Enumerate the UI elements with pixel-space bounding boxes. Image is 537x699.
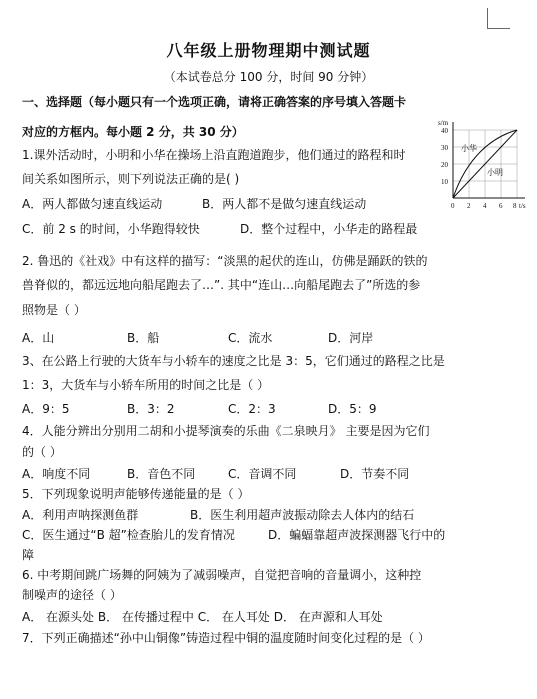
q4-option-c: C．音调不同 <box>228 467 297 481</box>
exam-title: 八年级上册物理期中测试题 <box>166 41 371 60</box>
exam-subtitle: （本试卷总分 100 分，时间 90 分钟） <box>163 70 374 84</box>
q2-option-a: A．山 <box>22 331 55 345</box>
q6-line2: 制噪声的途径（ ） <box>22 588 122 602</box>
q4-option-a: A．响度不同 <box>22 467 91 481</box>
x-axis-label: t/s <box>519 202 526 209</box>
q1-option-b: B．两人都不是做匀速直线运动 <box>202 197 367 211</box>
x-tick-2: 2 <box>467 202 471 209</box>
q6-line1: 6. 中考期间跳广场舞的阿姨为了减弱噪声，自觉把音响的音量调小，这种控 <box>22 568 422 582</box>
y-tick-10: 10 <box>441 178 448 186</box>
q3-line1: 3、在公路上行驶的大货车与小轿车的速度之比是 3：5，它们通过的路程之比是 <box>22 354 445 368</box>
q2-line3: 照物是（ ） <box>22 303 86 317</box>
q3-option-a: A．9：5 <box>22 402 70 416</box>
q1-line1: 1.课外活动时，小明和小华在操场上沿直跑道跑步，他们通过的路程和时 <box>22 148 406 162</box>
q6-options: A． 在源头处 B． 在传播过程中 C． 在人耳处 D． 在声源和人耳处 <box>22 610 383 624</box>
page-corner-mark <box>487 8 510 29</box>
q2-option-d: D．河岸 <box>328 331 374 345</box>
q1-option-c: C．前 2 s 的时间，小华跑得较快 <box>22 222 200 236</box>
q2-option-c: C．流水 <box>228 331 273 345</box>
x-tick-6: 6 <box>499 202 503 209</box>
q1-option-a: A．两人都做匀速直线运动 <box>22 197 163 211</box>
q5-option-b: B．医生利用超声波振动除去人体内的结石 <box>190 508 415 522</box>
q4-line2: 的（ ） <box>22 445 62 459</box>
x-tick-4: 4 <box>483 202 487 209</box>
q3-option-b: B．3：2 <box>127 402 175 416</box>
q5-option-d-continued: 障 <box>22 548 35 562</box>
y-axis-label: s/m <box>438 119 449 127</box>
q2-line1: 2. 鲁迅的《社戏》中有这样的描写：“淡黑的起伏的连山，仿佛是踊跃的铁的 <box>22 254 428 268</box>
q5-option-a: A．利用声呐探测鱼群 <box>22 508 139 522</box>
q1-distance-time-figure <box>437 117 531 209</box>
section-heading-line2: 对应的方框内。每小题 2 分，共 30 分） <box>22 125 244 139</box>
q1-line2: 间关系如图所示，则下列说法正确的是( ) <box>22 172 240 186</box>
xiaohua-label: 小华 <box>461 144 477 153</box>
q3-line2: 1：3，大货车与小轿车所用的时间之比是（ ） <box>22 378 270 392</box>
q2-line2: 兽脊似的，都远远地向船尾跑去了…”. 其中“连山…向船尾跑去了”所选的参 <box>22 278 421 292</box>
q7-line1: 7．下列正确描述“孙中山铜像”铸造过程中铜的温度随时间变化过程的是（ ） <box>22 631 430 645</box>
q2-option-b: B．船 <box>127 331 160 345</box>
q5-option-c: C．医生通过“B 超”检查胎儿的发育情况 <box>22 528 235 542</box>
xiaoming-label: 小明 <box>487 168 503 177</box>
q5-line1: 5．下列现象说明声能够传递能量的是（ ） <box>22 487 250 501</box>
q5-option-d: D．蝙蝠靠超声波探测器飞行中的 <box>268 528 446 542</box>
q4-line1: 4．人能分辨出分别用二胡和小提琴演奏的乐曲《二泉映月》 主要是因为它们 <box>22 424 430 438</box>
q3-option-c: C．2：3 <box>228 402 276 416</box>
x-tick-0: 0 <box>451 202 455 209</box>
section-heading-line1: 一、选择题（每小题只有一个选项正确，请将正确答案的序号填入答题卡 <box>22 95 407 109</box>
y-tick-40: 40 <box>441 127 448 135</box>
y-tick-20: 20 <box>441 161 448 169</box>
q4-option-d: D．节奏不同 <box>340 467 410 481</box>
q4-option-b: B．音色不同 <box>127 467 196 481</box>
q3-option-d: D．5：9 <box>328 402 377 416</box>
y-tick-30: 30 <box>441 144 448 152</box>
q1-option-d: D．整个过程中，小华走的路程最 <box>240 222 418 236</box>
x-tick-8: 8 <box>513 202 517 209</box>
